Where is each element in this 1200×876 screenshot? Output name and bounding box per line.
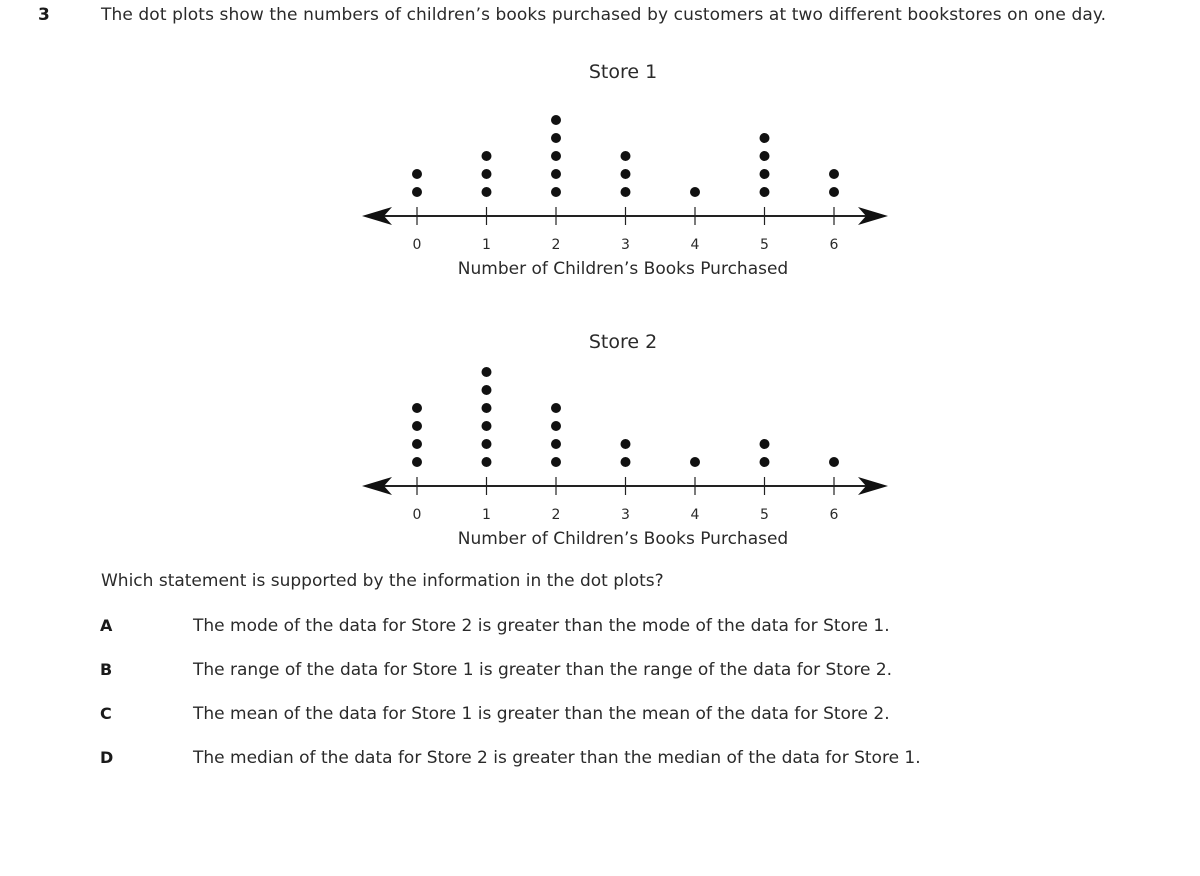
tick-label: 5	[760, 237, 769, 253]
tick-label: 6	[829, 507, 839, 523]
data-dot	[829, 169, 839, 179]
data-dot	[551, 457, 561, 467]
x-axis-label: Number of Children’s Books Purchased	[457, 529, 789, 549]
tick-label: 3	[621, 507, 630, 523]
data-dot	[482, 421, 492, 431]
tick-label: 2	[551, 507, 561, 523]
data-dot	[551, 403, 561, 413]
data-dot	[551, 151, 561, 161]
data-dot	[621, 151, 631, 161]
data-dot	[412, 403, 422, 413]
data-dot	[690, 457, 700, 467]
data-dot	[760, 169, 770, 179]
data-dot	[482, 457, 492, 467]
answer-option-a[interactable]	[0, 616, 1200, 640]
data-dot	[551, 439, 561, 449]
data-dot	[551, 133, 561, 143]
answer-option-b[interactable]	[0, 660, 1200, 684]
data-dot	[829, 187, 839, 197]
data-dot	[412, 169, 422, 179]
question-number: 3	[38, 5, 50, 25]
data-dot	[760, 439, 770, 449]
data-dot	[551, 169, 561, 179]
data-dot	[760, 187, 770, 197]
data-dot	[482, 385, 492, 395]
answer-option-c[interactable]	[0, 704, 1200, 728]
data-dot	[551, 187, 561, 197]
data-dot	[482, 187, 492, 197]
data-dot	[412, 439, 422, 449]
data-dot	[621, 439, 631, 449]
question-prompt: Which statement is supported by the information in the dot plots?	[101, 571, 664, 591]
dot-plot-store-1	[362, 61, 888, 279]
tick-label: 1	[482, 237, 491, 253]
tick-label: 5	[760, 507, 769, 523]
data-dot	[551, 115, 561, 125]
x-axis-label: Number of Children’s Books Purchased	[457, 259, 789, 279]
option-letter: B	[100, 660, 113, 679]
data-dot	[829, 457, 839, 467]
question-intro: The dot plots show the numbers of children’s books purchased by customers at two different bookstores on one day.	[101, 5, 1107, 25]
data-dot	[690, 187, 700, 197]
data-dot	[482, 439, 492, 449]
data-dot	[551, 421, 561, 431]
answer-option-d[interactable]	[0, 748, 1200, 772]
data-dot	[412, 421, 422, 431]
option-letter: D	[100, 748, 114, 767]
tick-label: 0	[412, 507, 422, 523]
data-dot	[482, 367, 492, 377]
plot-title: Store 2	[588, 331, 658, 353]
data-dot	[760, 151, 770, 161]
data-dot	[621, 457, 631, 467]
plot-title: Store 1	[588, 61, 658, 83]
tick-label: 3	[621, 237, 630, 253]
data-dot	[621, 187, 631, 197]
tick-label: 6	[829, 237, 839, 253]
data-dot	[760, 133, 770, 143]
tick-label: 4	[690, 507, 700, 523]
tick-label: 4	[690, 237, 700, 253]
tick-label: 2	[551, 237, 561, 253]
data-dot	[621, 169, 631, 179]
data-dot	[412, 457, 422, 467]
data-dot	[482, 403, 492, 413]
dot-plot-store-2	[362, 331, 888, 549]
option-letter: A	[100, 616, 113, 635]
tick-label: 0	[412, 237, 422, 253]
data-dot	[482, 151, 492, 161]
tick-label: 1	[482, 507, 491, 523]
data-dot	[760, 457, 770, 467]
option-text: The mode of the data for Store 2 is greater than the mode of the data for Store 1.	[193, 616, 890, 636]
data-dot	[482, 169, 492, 179]
option-text: The median of the data for Store 2 is greater than the median of the data for Store 1.	[193, 748, 921, 768]
option-text: The mean of the data for Store 1 is greater than the mean of the data for Store 2.	[193, 704, 890, 724]
option-text: The range of the data for Store 1 is greater than the range of the data for Store 2.	[193, 660, 893, 680]
data-dot	[412, 187, 422, 197]
option-letter: C	[100, 704, 112, 723]
